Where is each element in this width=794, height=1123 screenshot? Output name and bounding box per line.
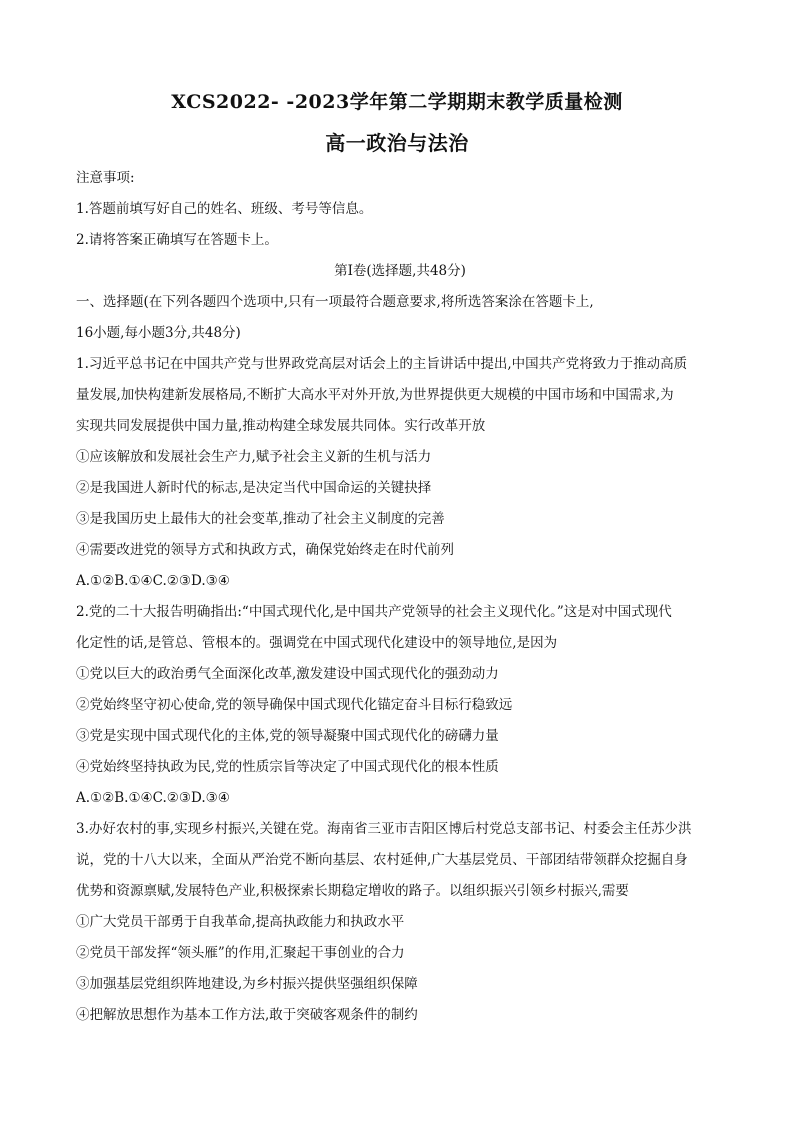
exam-body <box>76 163 724 1031</box>
question-option: ③加强基层党组织阵地建设,为乡村振兴提供坚强组织保障 <box>76 976 418 992</box>
question-option: ①党以巨大的政治勇气全面深化改革,激发建设中国式现代化的强劲动力 <box>76 666 499 682</box>
section-instruction: 一、选择题(在下列各题四个选项中,只有一项最符合题意要求,将所选答案涂在答题卡上, <box>76 294 594 310</box>
question-stem-line: 1.习近平总书记在中国共产党与世界政党高层对话会上的主旨讲话中提出,中国共产党将致力于推动高质 <box>76 356 688 372</box>
exam-subject: 高一政治与法治 <box>325 131 469 155</box>
note-item: 2.请将答案正确填写在答题卡上。 <box>76 232 278 248</box>
question-stem-line: 化定性的话,是管总、管根本的。强调党在中国式现代化建设中的领导地位,是因为 <box>76 635 558 651</box>
notes-heading: 注意事项: <box>76 170 135 186</box>
question-option: ③是我国历史上最伟大的社会变革,推动了社会主义制度的完善 <box>76 511 445 527</box>
question-1 <box>76 349 724 597</box>
note-item: 1.答题前填写好自己的姓名、班级、考号等信息。 <box>76 201 373 217</box>
question-stem-line: 2.党的二十大报告明确指出:“中国式现代化,是中国共产党领导的社会主义现代化。”这是对中国式现代 <box>76 604 672 620</box>
exam-title: XCS2022- -2023学年第二学期期末教学质量检测 <box>171 91 623 113</box>
question-option: ④需要改进党的领导方式和执政方式，确保党始终走在时代前列 <box>76 542 454 558</box>
question-stem-line: 优势和资源禀赋,发展特色产业,积极探索长期稳定增收的路子。以组织振兴引领乡村振兴,需要 <box>76 883 629 899</box>
question-stem-line: 量发展,加快构建新发展格局,不断扩大高水平对外开放,为世界提供更大规模的中国市场和中国需求,为 <box>76 387 674 403</box>
question-option: ②党员干部发挥“领头雁”的作用,汇聚起干事创业的合力 <box>76 945 405 961</box>
question-option: ③党是实现中国式现代化的主体,党的领导凝聚中国式现代化的磅礴力量 <box>76 728 499 744</box>
question-option: ①应该解放和发展社会生产力,赋予社会主义新的生机与活力 <box>76 449 432 465</box>
question-stem-line: 3.办好农村的事,实现乡村振兴,关键在党。海南省三亚市吉阳区博后村党总支部书记、村委会主任苏少洪 <box>76 821 692 837</box>
question-option: ①广大党员干部勇于自我革命,提高执政能力和执政水平 <box>76 914 405 930</box>
question-option: ④把解放思想作为基本工作方法,敢于突破客观条件的制约 <box>76 1007 418 1023</box>
answer-choices: A.①②B.①④C.②③D.③④ <box>76 790 230 806</box>
question-option: ②党始终坚守初心使命,党的领导确保中国式现代化锚定奋斗目标行稳致远 <box>76 697 513 713</box>
question-stem-line: 实现共同发展提供中国力量,推动构建全球发展共同体。实行改革开放 <box>76 418 486 434</box>
question-option: ④党始终坚持执政为民,党的性质宗旨等决定了中国式现代化的根本性质 <box>76 759 499 775</box>
question-option: ②是我国进人新时代的标志,是决定当代中国命运的关键抉择 <box>76 480 432 496</box>
question-3 <box>76 814 724 1031</box>
answer-choices: A.①②B.①④C.②③D.③④ <box>76 573 230 589</box>
question-2 <box>76 597 724 814</box>
section-title: 第I卷(选择题,共48分) <box>334 263 466 279</box>
section-instruction: 16小题,每小题3分,共48分) <box>76 325 241 341</box>
question-stem-line: 说，党的十八大以来，全面从严治党不断向基层、农村延伸,广大基层党员、干部团结带领群众挖掘自身 <box>76 852 688 868</box>
